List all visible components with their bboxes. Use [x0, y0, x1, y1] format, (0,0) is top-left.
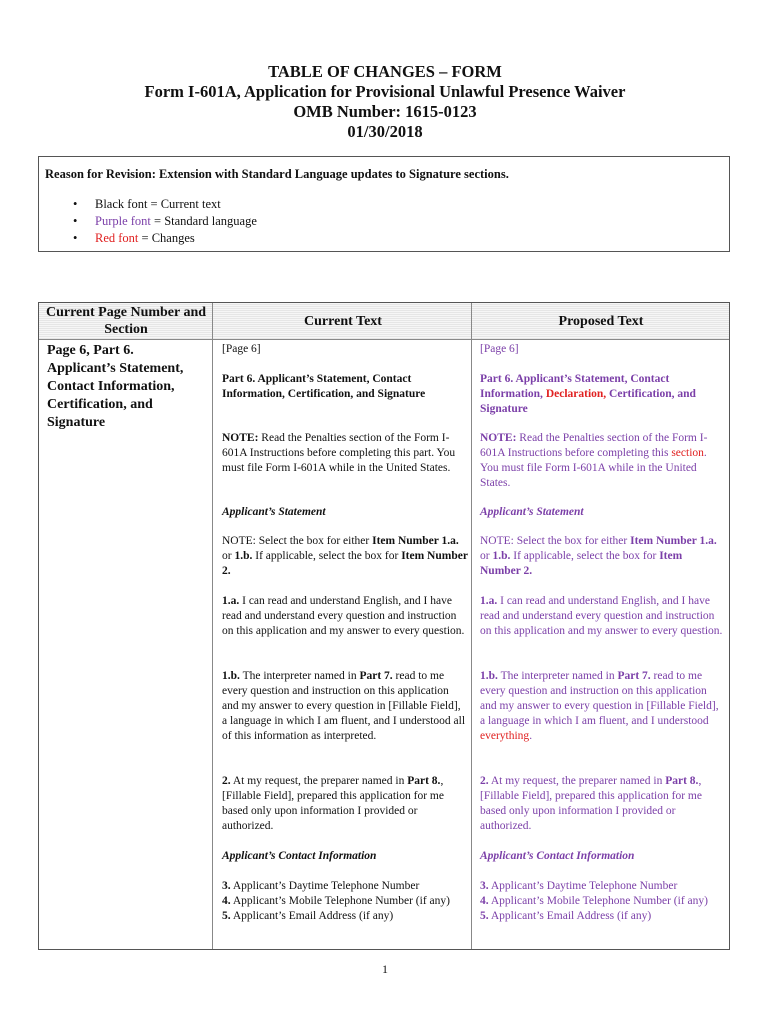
current-item-2: 2. At my request, the preparer named in Part 8., [Fillable Field], prepared this application for me based only upon information I provided or authorized. [222, 775, 444, 832]
header-form-name: Form I-601A, Application for Provisional Unlawful Presence Waiver [144, 82, 626, 101]
current-statement-heading: Applicant’s Statement [222, 506, 326, 518]
reason-title: Reason for Revision: Extension with Standard Language updates to Signature sections. [45, 167, 509, 181]
header-current-page: Current Page Number and Section [45, 305, 207, 337]
section-cell: Page 6, Part 6. Applicant’s Statement, Contact Information, Certification, and Signature [47, 343, 184, 430]
proposed-item-5: 5. Applicant’s Email Address (if any) [480, 910, 652, 922]
legend-list [45, 196, 723, 247]
proposed-contact-items [480, 879, 724, 924]
proposed-item-3: 3. Applicant’s Daytime Telephone Number [480, 880, 678, 892]
legend-item-purple: • Purple font = Standard language [95, 213, 723, 230]
current-item-1a: 1.a. I can read and understand English, and I have read and understand every question and instruction on this application and my answer to every question. [222, 595, 465, 637]
column-divider [212, 303, 213, 949]
header-omb-number: OMB Number: 1615-0123 [293, 102, 477, 121]
proposed-item-2: 2. At my request, the preparer named in Part 8., [Fillable Field], prepared this application for me based only upon information I provided or authorized. [480, 775, 702, 832]
header-divider [39, 339, 729, 340]
proposed-item-1a: 1.a. I can read and understand English, and I have read and understand every question and instruction on this application and my answer to every question. [480, 595, 723, 637]
current-part-title: Part 6. Applicant’s Statement, Contact Information, Certification, and Signature [222, 373, 426, 400]
current-item-1b: 1.b. The interpreter named in Part 7. read to me every question and instruction on this application and my answer to every question in [Fillable Field], a language in which I am fluent, and I understood all of this information as interpreted. [222, 670, 466, 742]
document-header [0, 62, 770, 142]
proposed-note: NOTE: Read the Penalties section of the Form I-601A Instructions before completing this section. You must file Form I-601A while in the United States. [480, 432, 708, 489]
current-note2: NOTE: Select the box for either Item Number 1.a. or 1.b. If applicable, select the box for Item Number 2. [222, 535, 468, 577]
proposed-part-title: Part 6. Applicant’s Statement, Contact Information, Declaration, Certification, and Signature [480, 373, 696, 415]
header-date: 01/30/2018 [347, 122, 423, 141]
proposed-item-4: 4. Applicant’s Mobile Telephone Number (if any) [480, 895, 708, 907]
header-proposed-text: Proposed Text [558, 313, 644, 329]
proposed-contact-heading: Applicant’s Contact Information [480, 850, 635, 862]
page-number: 1 [382, 962, 388, 976]
reason-box [38, 156, 730, 252]
legend-item-red: • Red font = Changes [95, 230, 723, 247]
proposed-page-ref: [Page 6] [480, 343, 519, 355]
proposed-note2: NOTE: Select the box for either Item Number 1.a. or 1.b. If applicable, select the box for Item Number 2. [480, 535, 717, 577]
proposed-item-1b: 1.b. The interpreter named in Part 7. read to me every question and instruction on this application and my answer to every question in [Fillable Field], a language in which I am fluent, and I understood everything. [480, 670, 719, 742]
column-divider [471, 303, 472, 949]
current-item-4: 4. Applicant’s Mobile Telephone Number (if any) [222, 895, 450, 907]
header-current-text: Current Text [304, 313, 382, 329]
header-title: TABLE OF CHANGES – FORM [268, 62, 502, 81]
legend-item-black: • Black font = Current text [95, 196, 723, 213]
current-item-3: 3. Applicant’s Daytime Telephone Number [222, 880, 420, 892]
proposed-statement-heading: Applicant’s Statement [480, 506, 584, 518]
changes-table [38, 302, 730, 950]
current-item-5: 5. Applicant’s Email Address (if any) [222, 910, 394, 922]
current-contact-heading: Applicant’s Contact Information [222, 850, 377, 862]
current-page-ref: [Page 6] [222, 343, 261, 355]
current-note: NOTE: Read the Penalties section of the Form I-601A Instructions before completing this part. You must file Form I-601A while in the United States. [222, 432, 456, 474]
current-contact-items [222, 879, 468, 924]
